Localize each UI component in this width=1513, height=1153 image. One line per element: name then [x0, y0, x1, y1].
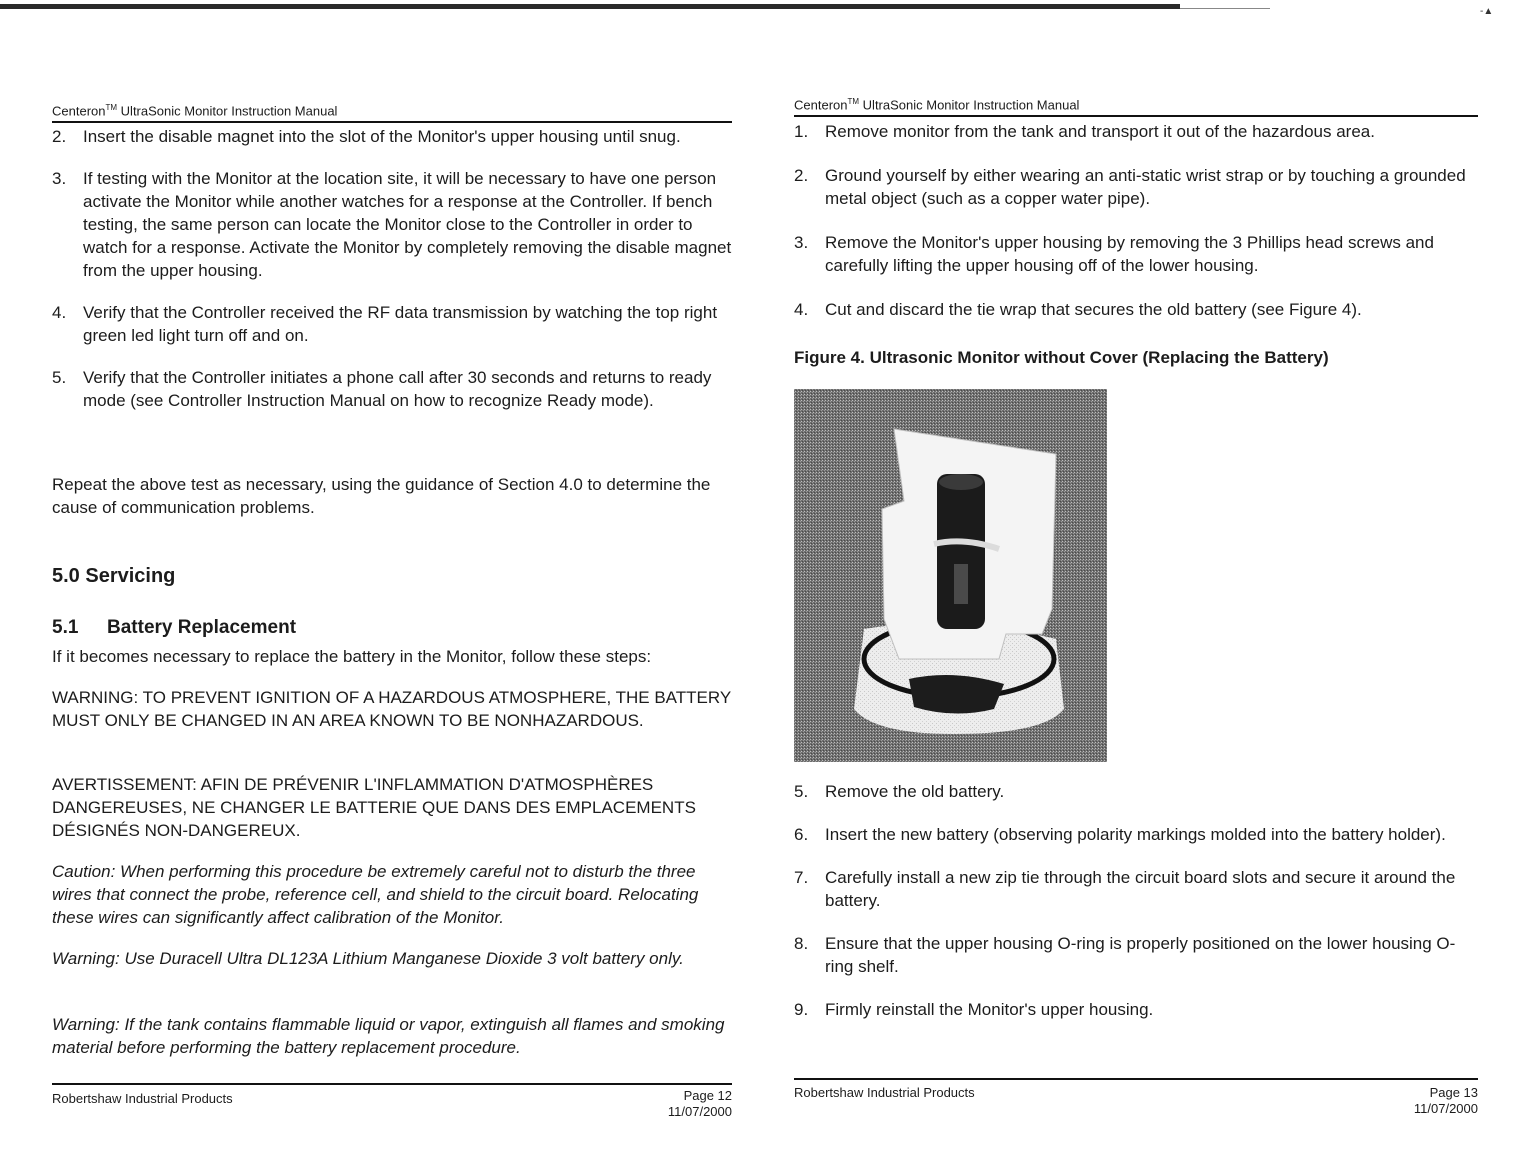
list-item [52, 125, 732, 148]
step-text: Ground yourself by either wearing an anti-static wrist strap or by touching a grounded metal object (such as a copper water pipe). [825, 166, 1466, 208]
step-number: 2. [52, 127, 67, 146]
list-item [52, 301, 732, 347]
footer-rule [52, 1083, 732, 1085]
list-item [52, 167, 732, 282]
list-item [794, 164, 1478, 210]
footer-page-number: Page 12 [683, 1088, 732, 1103]
figure-caption: Figure 4. Ultrasonic Monitor without Cover (Replacing the Battery) [794, 348, 1329, 367]
list-item [52, 366, 732, 412]
intro-paragraph: If it becomes necessary to replace the battery in the Monitor, follow these steps: [52, 647, 652, 666]
step-text: Insert the disable magnet into the slot of the Monitor's upper housing until snug. [83, 127, 681, 146]
list-item [794, 823, 1478, 846]
running-header [794, 97, 1478, 117]
step-text: Verify that the Controller initiates a phone call after 30 seconds and returns to ready mode (see Controller Instruction Manual on how to recognize Ready mode). [83, 368, 712, 410]
footer-page-info [668, 1088, 732, 1120]
step-text: Verify that the Controller received the RF data transmission by watching the top right green led light turn off and on. [83, 303, 718, 345]
steps-list-bottom [794, 780, 1478, 1021]
step-text: Carefully install a new zip tie through the circuit board slots and secure it around the battery. [825, 868, 1456, 910]
step-text: Remove the old battery. [825, 782, 1005, 801]
warning-french: AVERTISSEMENT: AFIN DE PRÉVENIR L'INFLAMMATION D'ATMOSPHÈRES DANGEREUSES, NE CHANGER LE BATTERIE QUE DANS DES EMPLACEMENTS DÉSIGNÉS NON-DANGEREUX. [52, 775, 696, 840]
header-brand: Centeron [794, 97, 848, 113]
step-text: If testing with the Monitor at the location site, it will be necessary to have one person activate the Monitor while another watches for a response at the Controller. If bench testing, the same person can locate the Monitor close to the Controller in order to watch for a response. Activate the Monitor by completely removing the disable magnet from the upper housing. [83, 169, 732, 280]
list-item [794, 932, 1478, 978]
footer-company: Robertshaw Industrial Products [52, 1091, 233, 1106]
steps-list-continued [52, 125, 732, 412]
step-number: 7. [794, 868, 809, 887]
warning-english: WARNING: TO PREVENT IGNITION OF A HAZARDOUS ATMOSPHERE, THE BATTERY MUST ONLY BE CHANGED IN AN AREA KNOWN TO BE NONHAZARDOUS. [52, 688, 731, 730]
footer-date: 11/07/2000 [667, 1104, 732, 1119]
step-number: 2. [794, 166, 809, 185]
header-title: UltraSonic Monitor Instruction Manual [862, 97, 1080, 113]
section-heading: 5.0 Servicing [52, 565, 176, 587]
step-text: Remove the Monitor's upper housing by removing the 3 Phillips head screws and carefully lifting the upper housing off of the lower housing. [825, 233, 1434, 275]
step-number: 3. [794, 233, 809, 252]
step-number: 4. [794, 300, 809, 319]
step-number: 8. [794, 934, 809, 953]
list-item [794, 866, 1478, 912]
monitor-battery-photo [794, 389, 1107, 762]
step-number: 3. [52, 169, 67, 188]
steps-list-top [794, 120, 1478, 321]
footer-company: Robertshaw Industrial Products [794, 1085, 975, 1100]
step-text: Insert the new battery (observing polarity markings molded into the battery holder). [825, 825, 1446, 844]
step-number: 5. [794, 782, 809, 801]
step-number: 5. [52, 368, 67, 387]
footer-page-number: Page 13 [1429, 1085, 1478, 1100]
left-page [52, 0, 732, 1153]
list-item [794, 998, 1478, 1021]
list-item [794, 780, 1478, 803]
right-page [794, 0, 1478, 1153]
step-text: Cut and discard the tie wrap that secures the old battery (see Figure 4). [825, 300, 1362, 319]
subsection-heading [52, 617, 296, 639]
caution-note: Caution: When performing this procedure be extremely careful not to disturb the three wires that connect the probe, reference cell, and shield to the circuit board. Relocating these wires can significantly affect calibration of the Monitor. [52, 862, 699, 927]
header-trademark: TM [847, 97, 860, 106]
step-number: 9. [794, 1000, 809, 1019]
step-number: 6. [794, 825, 809, 844]
step-text: Ensure that the upper housing O-ring is properly positioned on the lower housing O-ring shelf. [825, 934, 1456, 976]
monitor-photo-illustration [794, 389, 1107, 762]
running-header [52, 103, 732, 123]
battery-warning-note: Warning: Use Duracell Ultra DL123A Lithium Manganese Dioxide 3 volt battery only. [52, 949, 684, 968]
subsection-number: 5.1 [52, 617, 79, 638]
scan-corner-mark: -▲ [1480, 6, 1494, 17]
step-number: 1. [794, 122, 809, 141]
list-item [794, 298, 1478, 321]
footer-rule [794, 1078, 1478, 1080]
header-title: UltraSonic Monitor Instruction Manual [120, 103, 338, 119]
flammable-warning-note: Warning: If the tank contains flammable liquid or vapor, extinguish all flames and smoking material before performing the battery replacement procedure. [52, 1015, 725, 1057]
repeat-test-paragraph: Repeat the above test as necessary, using the guidance of Section 4.0 to determine the cause of communication problems. [52, 475, 711, 517]
header-trademark: TM [105, 103, 118, 112]
list-item [794, 231, 1478, 277]
step-text: Firmly reinstall the Monitor's upper housing. [825, 1000, 1154, 1019]
footer-date: 11/07/2000 [1413, 1101, 1478, 1116]
footer-page-info [1414, 1085, 1478, 1117]
header-brand: Centeron [52, 103, 106, 119]
list-item [794, 120, 1478, 143]
subsection-title: Battery Replacement [107, 617, 297, 638]
step-number: 4. [52, 303, 67, 322]
step-text: Remove monitor from the tank and transport it out of the hazardous area. [825, 122, 1375, 141]
